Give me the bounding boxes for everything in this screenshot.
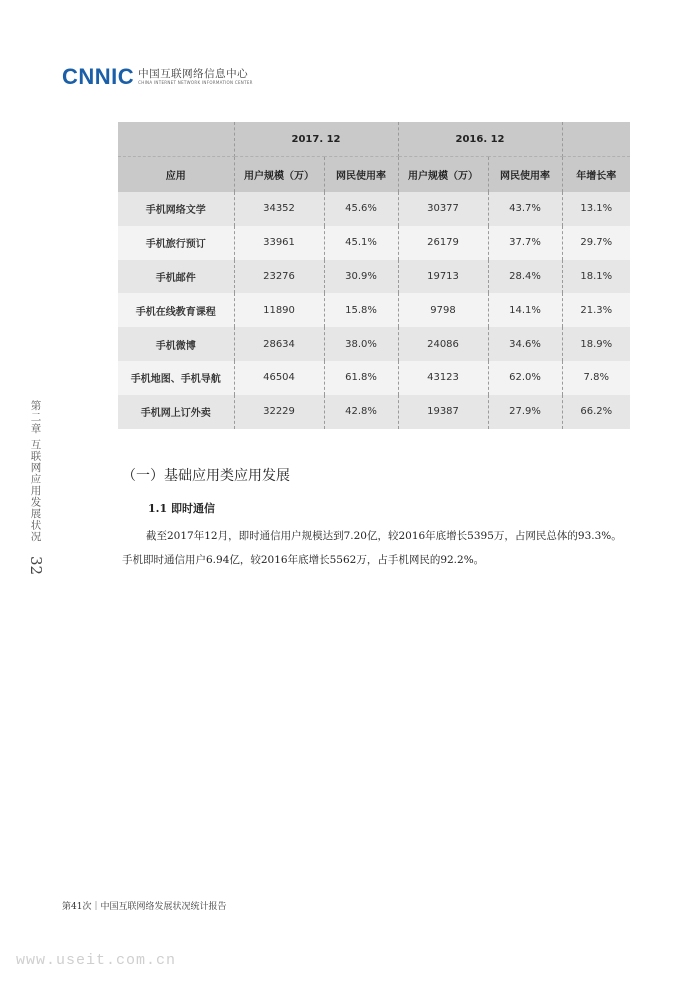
cell-rate-2016: 27.9% xyxy=(488,395,562,429)
cell-rate-2016: 62.0% xyxy=(488,361,562,395)
cell-users-2017: 46504 xyxy=(234,361,324,395)
cell-users-2016: 30377 xyxy=(398,192,488,226)
logo-text xyxy=(138,68,253,86)
cell-app: 手机网上订外卖 xyxy=(118,395,234,429)
cell-users-2016: 24086 xyxy=(398,327,488,361)
cell-rate-2016: 37.7% xyxy=(488,226,562,260)
logo-org-name-en: CHINA INTERNET NETWORK INFORMATION CENTER xyxy=(138,80,253,85)
header-period-2017: 2017. 12 xyxy=(234,122,398,157)
header-corner xyxy=(118,122,234,157)
side-margin xyxy=(22,400,50,590)
cell-app: 手机地图、手机导航 xyxy=(118,361,234,395)
body-paragraph: 截至2017年12月，即时通信用户规模达到7.20亿，较2016年底增长5395万，占网民总体的93.3%。手机即时通信用户6.94亿，较2016年底增长5562万，占手机网民的92.2%。 xyxy=(122,530,622,566)
table-row xyxy=(118,226,630,260)
watermark: www.useit.com.cn xyxy=(16,952,177,969)
cell-rate-2016: 28.4% xyxy=(488,260,562,294)
cell-users-2016: 9798 xyxy=(398,293,488,327)
table-row xyxy=(118,395,630,429)
cell-app: 手机微博 xyxy=(118,327,234,361)
header-period-2016: 2016. 12 xyxy=(398,122,562,157)
footer-report-title: 第41次｜中国互联网络发展状况统计报告 xyxy=(62,902,227,912)
table-row xyxy=(118,293,630,327)
cell-users-2017: 34352 xyxy=(234,192,324,226)
cell-rate-2017: 42.8% xyxy=(324,395,398,429)
page-number: 32 xyxy=(27,556,45,576)
cell-rate-2016: 14.1% xyxy=(488,293,562,327)
header-app: 应用 xyxy=(118,157,234,193)
cell-rate-2017: 45.6% xyxy=(324,192,398,226)
cell-growth: 18.1% xyxy=(562,260,630,294)
cell-users-2017: 11890 xyxy=(234,293,324,327)
cell-growth: 18.9% xyxy=(562,327,630,361)
cell-users-2017: 23276 xyxy=(234,260,324,294)
header-users-2016: 用户规模（万） xyxy=(398,157,488,193)
header-growth: 年增长率 xyxy=(562,157,630,193)
cell-app: 手机在线教育课程 xyxy=(118,293,234,327)
cell-users-2016: 26179 xyxy=(398,226,488,260)
subsection-title: 1.1 即时通信 xyxy=(148,502,215,515)
cell-growth: 29.7% xyxy=(562,226,630,260)
cell-users-2016: 19713 xyxy=(398,260,488,294)
cnnic-logo xyxy=(62,66,253,88)
cell-users-2016: 43123 xyxy=(398,361,488,395)
table-row xyxy=(118,260,630,294)
table-row xyxy=(118,327,630,361)
header-blank xyxy=(562,122,630,157)
cell-rate-2017: 30.9% xyxy=(324,260,398,294)
cell-growth: 7.8% xyxy=(562,361,630,395)
cell-users-2016: 19387 xyxy=(398,395,488,429)
cell-rate-2016: 43.7% xyxy=(488,192,562,226)
cell-app: 手机旅行预订 xyxy=(118,226,234,260)
logo-org-name-cn: 中国互联网络信息中心 xyxy=(138,68,249,80)
cell-growth: 21.3% xyxy=(562,293,630,327)
cell-growth: 66.2% xyxy=(562,395,630,429)
chapter-label: 第二章 互联网应用发展状况 xyxy=(29,400,42,543)
section-title: （一）基础应用类应用发展 xyxy=(122,468,290,484)
cell-app: 手机邮件 xyxy=(118,260,234,294)
table-row xyxy=(118,361,630,395)
header-rate-2016: 网民使用率 xyxy=(488,157,562,193)
cell-rate-2016: 34.6% xyxy=(488,327,562,361)
cell-users-2017: 32229 xyxy=(234,395,324,429)
table-header-period-row xyxy=(118,122,630,157)
cell-app: 手机网络文学 xyxy=(118,192,234,226)
cell-rate-2017: 38.0% xyxy=(324,327,398,361)
table-header-columns-row xyxy=(118,157,630,193)
table-row xyxy=(118,192,630,226)
mobile-apps-table xyxy=(118,122,630,429)
cell-rate-2017: 61.8% xyxy=(324,361,398,395)
cell-rate-2017: 15.8% xyxy=(324,293,398,327)
logo-mark: CNNIC xyxy=(62,64,135,89)
cell-users-2017: 33961 xyxy=(234,226,324,260)
header-rate-2017: 网民使用率 xyxy=(324,157,398,193)
cell-rate-2017: 45.1% xyxy=(324,226,398,260)
cell-growth: 13.1% xyxy=(562,192,630,226)
cell-users-2017: 28634 xyxy=(234,327,324,361)
header-users-2017: 用户规模（万） xyxy=(234,157,324,193)
